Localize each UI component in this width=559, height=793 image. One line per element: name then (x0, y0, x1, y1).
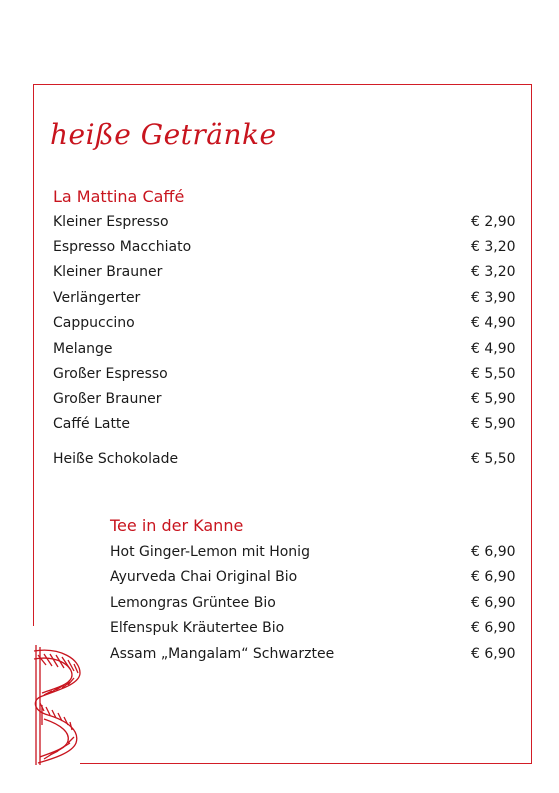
item-price: € 3,20 (471, 239, 516, 255)
item-name: Heiße Schokolade (53, 451, 179, 467)
item-name: Ayurveda Chai Original Bio (110, 569, 298, 585)
item-name: Elfenspuk Kräutertee Bio (110, 620, 285, 636)
section-title-caffe: La Mattina Caffé (53, 187, 185, 206)
frame-bottom-line (80, 763, 532, 764)
item-name: Verlängerter (53, 290, 141, 306)
item-price: € 3,20 (471, 264, 516, 280)
item-name: Hot Ginger-Lemon mit Honig (110, 544, 310, 560)
item-name: Caffé Latte (53, 416, 131, 432)
item-price: € 5,50 (471, 451, 516, 467)
page-title: heiße Getränke (50, 118, 277, 151)
item-price: € 4,90 (471, 315, 516, 331)
item-name: Cappuccino (53, 315, 135, 331)
item-price: € 6,90 (471, 544, 516, 560)
item-name: Kleiner Brauner (53, 264, 163, 280)
item-price: € 6,90 (471, 595, 516, 611)
item-price: € 6,90 (471, 620, 516, 636)
item-name: Espresso Macchiato (53, 239, 192, 255)
item-name: Großer Espresso (53, 366, 168, 382)
item-price: € 6,90 (471, 646, 516, 662)
item-name: Lemongras Grüntee Bio (110, 595, 276, 611)
item-price: € 6,90 (471, 569, 516, 585)
frame-top-line (33, 84, 532, 85)
spiral-staircase-icon (30, 645, 86, 765)
item-name: Melange (53, 341, 113, 357)
frame-right-line (531, 84, 532, 764)
item-price: € 2,90 (471, 214, 516, 230)
item-price: € 3,90 (471, 290, 516, 306)
item-name: Kleiner Espresso (53, 214, 169, 230)
item-price: € 5,90 (471, 391, 516, 407)
section-title-tee: Tee in der Kanne (110, 516, 244, 535)
frame-left-line (33, 84, 34, 626)
item-name: Assam „Mangalam“ Schwarztee (110, 646, 335, 662)
item-price: € 4,90 (471, 341, 516, 357)
item-name: Großer Brauner (53, 391, 162, 407)
item-price: € 5,90 (471, 416, 516, 432)
item-price: € 5,50 (471, 366, 516, 382)
